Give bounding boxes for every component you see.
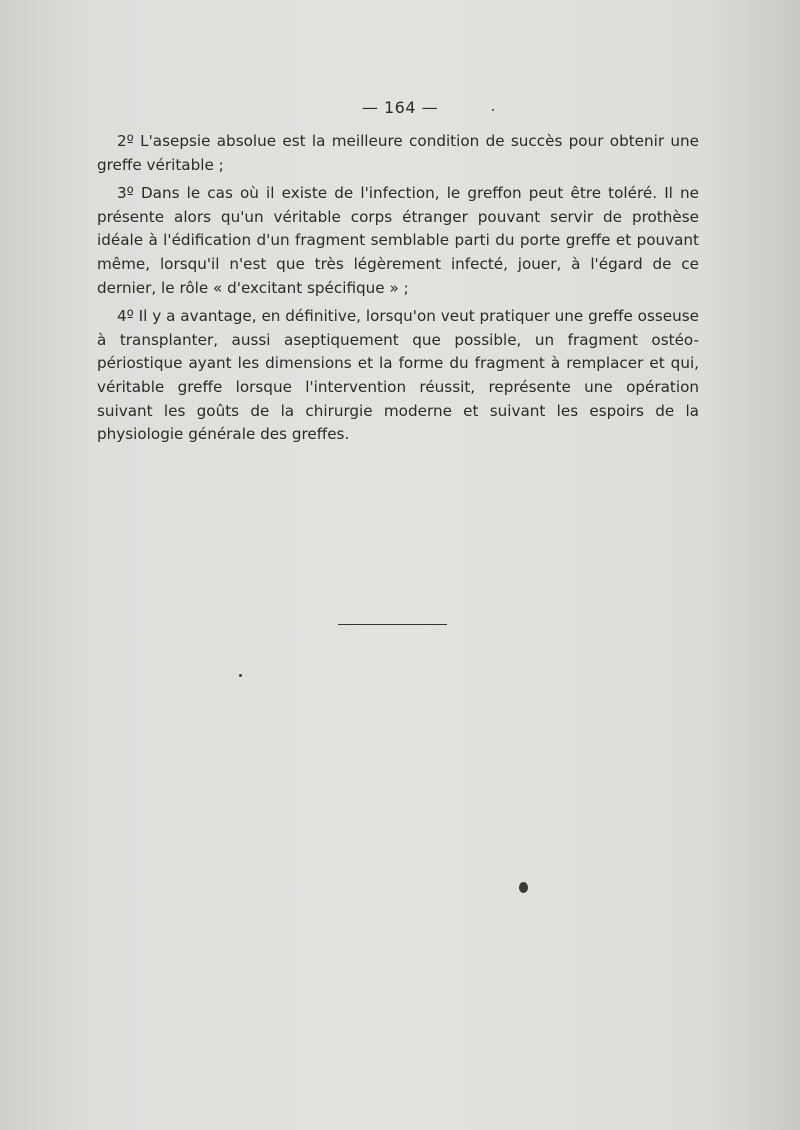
ink-speck <box>519 882 528 893</box>
body-text <box>97 130 699 452</box>
ink-speck <box>239 674 242 677</box>
paragraph-2: 2º L'asepsie absolue est la meilleure condition de succès pour obtenir une greffe véritable ; <box>97 132 699 174</box>
paragraph-3: 3º Dans le cas où il existe de l'infection, le greffon peut être toléré. Il ne présente alors qu'un véritable corps étranger pouvant servir de prothèse idéale à l'édification d'un fragment semblable parti du porte greffe et pouvant même, lorsqu'il n'est que très légèrement infecté, jouer, à l'égard de ce dernier, le rôle « d'excitant spécifique » ; <box>97 184 699 297</box>
ink-speck <box>492 109 494 111</box>
page-number: — 164 — <box>361 98 439 117</box>
section-separator-rule <box>338 624 447 625</box>
paragraph-4: 4º Il y a avantage, en définitive, lorsqu'on veut pratiquer une greffe osseuse à transplanter, aussi aseptiquement que possible, un fragment ostéo-périostique ayant les dimensions et la forme du fragment à remplacer et qui, véritable greffe lorsque l'intervention réussit, représente une opération suivant les goûts de la chirurgie moderne et suivant les espoirs de la physiologie générale des greffes. <box>97 307 699 444</box>
